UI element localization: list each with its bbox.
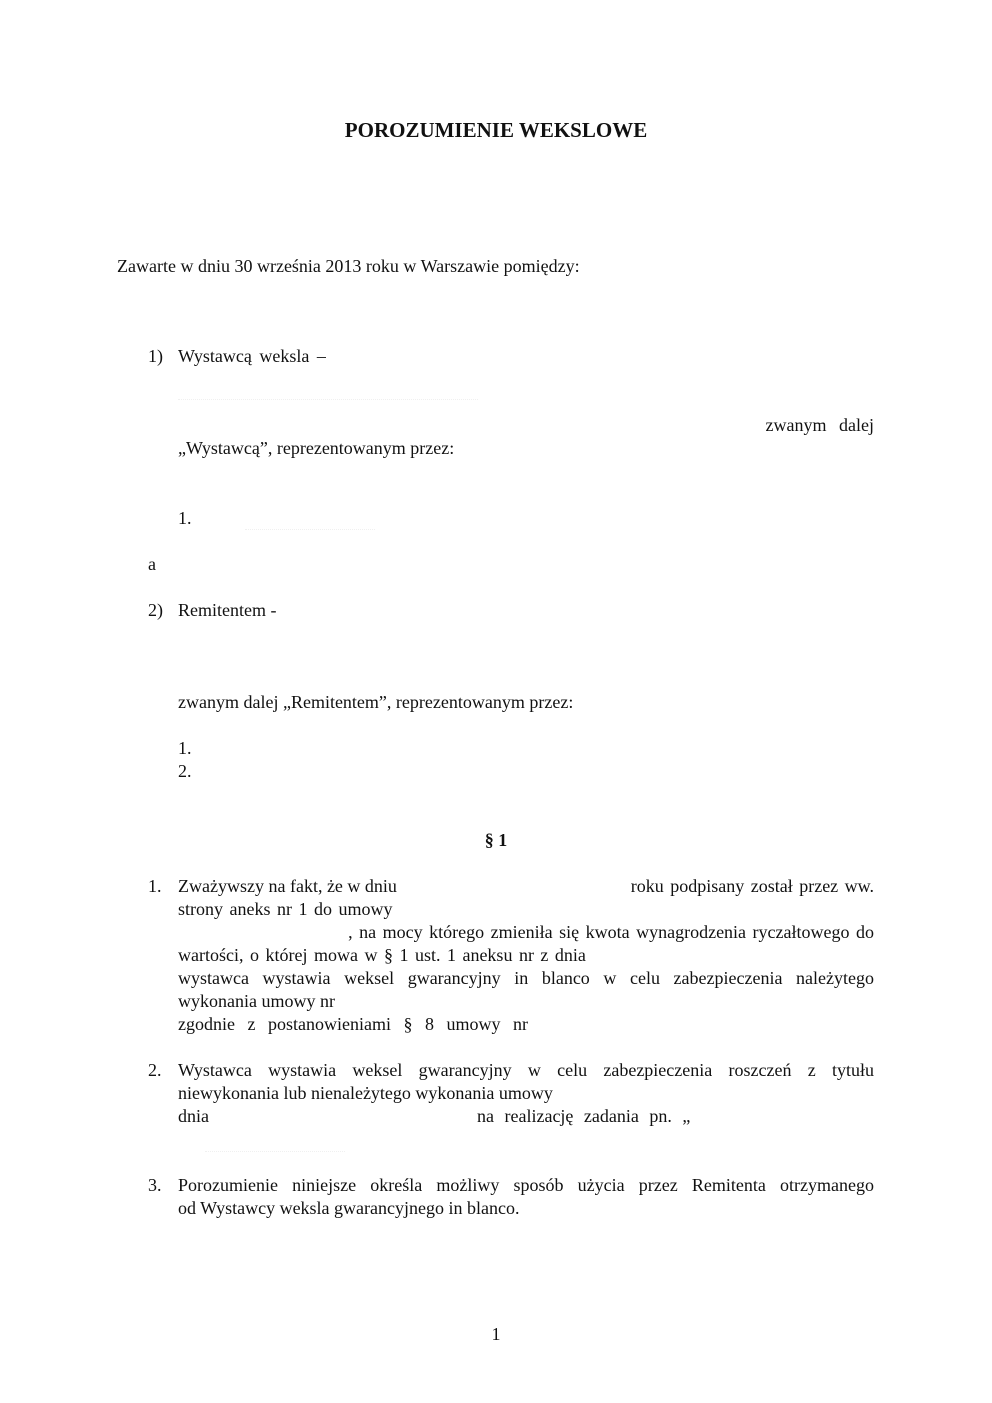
party1-rep-1: 1. — [178, 508, 192, 528]
item-number: 1. — [148, 876, 162, 896]
page-number: 1 — [491, 1324, 501, 1344]
item-1-line-7: zgodnie z postanowieniami § 8 umowy nr — [178, 1014, 528, 1034]
item-1-line-1a: Zważywszy na fakt, że w dniu — [178, 876, 397, 896]
item-3-line-2: od Wystawcy weksla gwarancyjnego in blanco. — [178, 1198, 520, 1218]
section-heading: § 1 — [484, 830, 508, 850]
redacted-area — [178, 398, 478, 400]
item-2-line-1: Wystawca wystawia weksel gwarancyjny w celu zabezpieczenia roszczeń z tytułu — [178, 1060, 874, 1080]
party2-rep-2: 2. — [178, 761, 192, 781]
party2-number: 2) — [148, 600, 163, 620]
item-2-line-2: niewykonania lub nienależytego wykonania umowy — [178, 1083, 553, 1103]
party1-called: zwanym dalej — [765, 415, 874, 435]
party2-represented: zwanym dalej „Remitentem”, reprezentowanym przez: — [178, 692, 574, 712]
party1-represented: „Wystawcą”, reprezentowanym przez: — [178, 438, 455, 458]
item-1-line-6: wykonania umowy nr — [178, 991, 335, 1011]
party1-number: 1) — [148, 346, 163, 366]
item-2-line-3b: na realizację zadania pn. „ — [477, 1106, 691, 1126]
item-2-line-3a: dnia — [178, 1106, 209, 1126]
redacted-area — [205, 1150, 345, 1152]
redacted-area — [245, 528, 375, 530]
document-title: POROZUMIENIE WEKSLOWE — [344, 118, 648, 142]
party2-label: Remitentem - — [178, 600, 277, 620]
item-1-line-4: wartości, o której mowa w § 1 ust. 1 aneksu nr z dnia — [178, 945, 586, 965]
item-1-line-1b: roku podpisany został przez ww. — [630, 876, 874, 896]
item-number: 2. — [148, 1060, 162, 1080]
conjunction: a — [148, 554, 156, 574]
item-3-line-1: Porozumienie niniejsze określa możliwy sposób użycia przez Remitenta otrzymanego — [178, 1175, 874, 1195]
party1-label: Wystawcą weksla – — [178, 346, 326, 366]
item-number: 3. — [148, 1175, 162, 1195]
item-1-line-2: strony aneks nr 1 do umowy — [178, 899, 393, 919]
intro-text: Zawarte w dniu 30 września 2013 roku w Warszawie pomiędzy: — [117, 256, 580, 276]
item-1-line-3: , na mocy którego zmieniła się kwota wynagrodzenia ryczałtowego do — [348, 922, 874, 942]
item-1-line-5: wystawca wystawia weksel gwarancyjny in blanco w celu zabezpieczenia należytego — [178, 968, 874, 988]
party2-rep-1: 1. — [178, 738, 192, 758]
